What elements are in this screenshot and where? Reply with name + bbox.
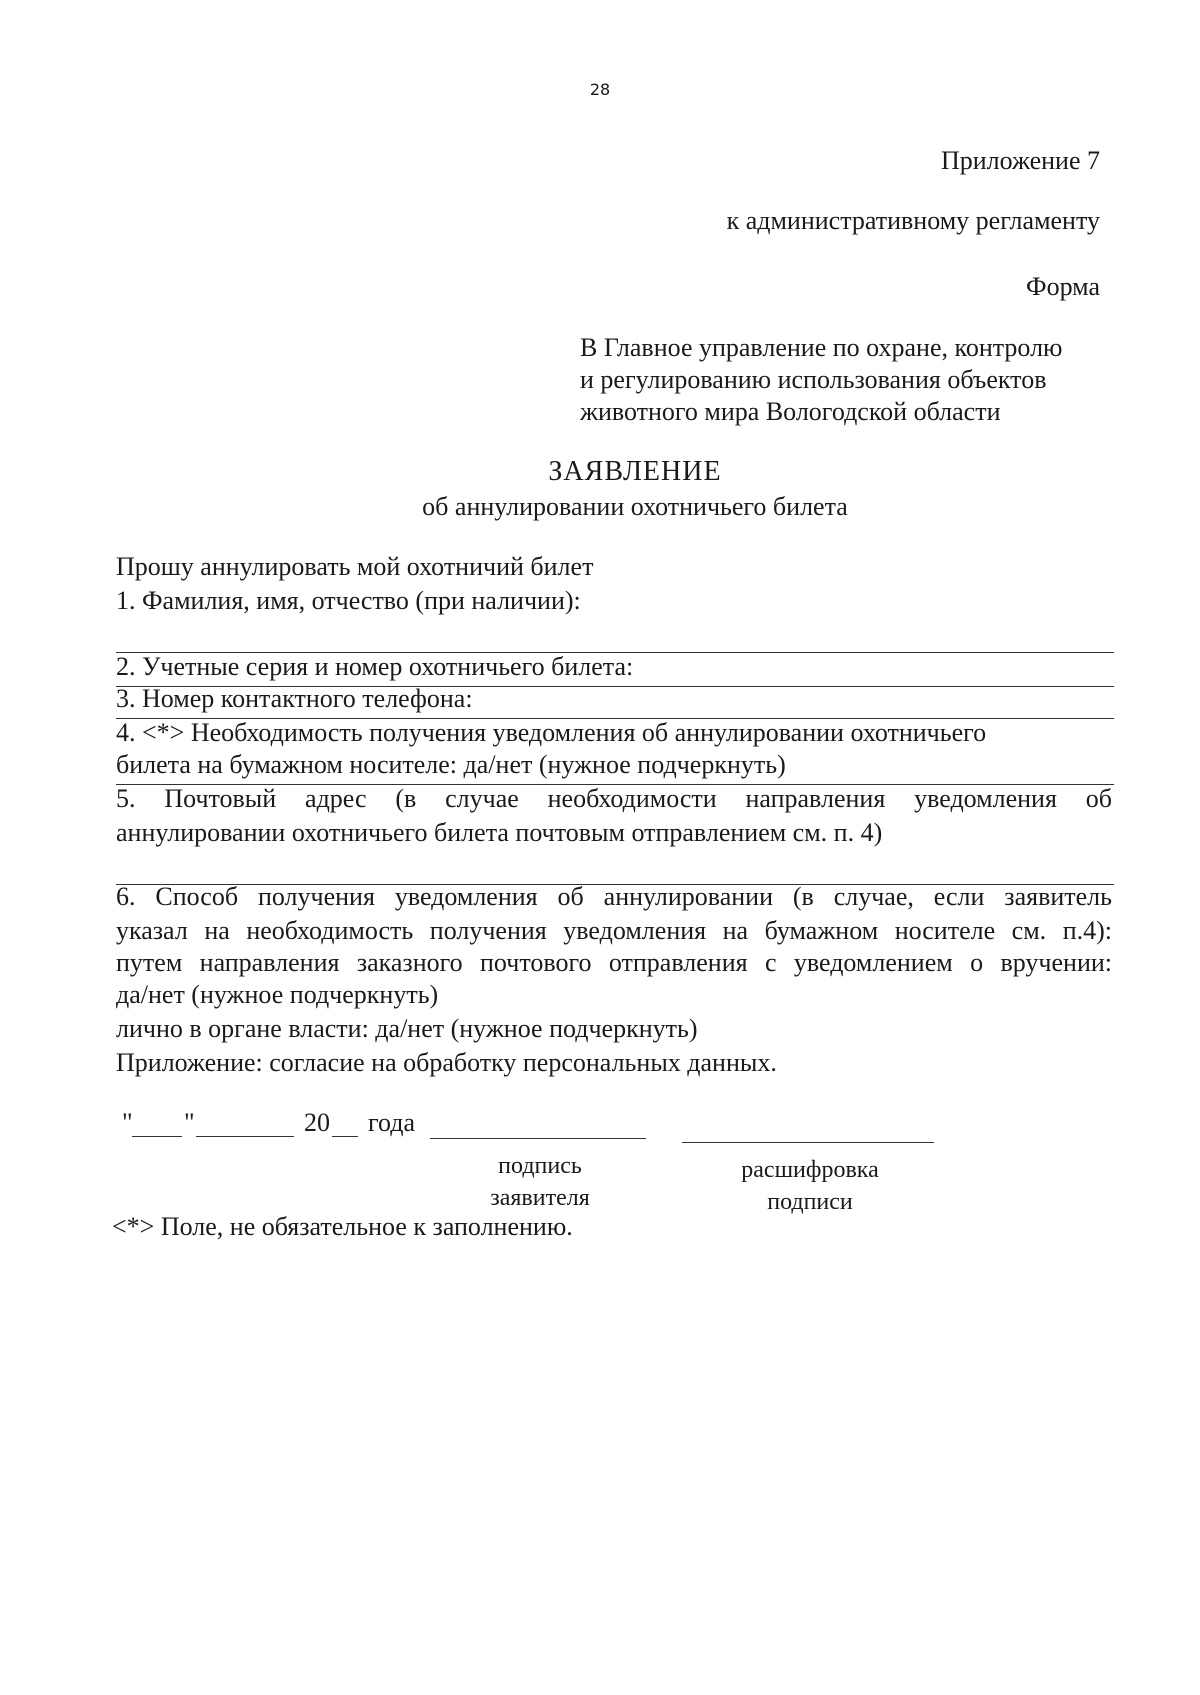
applicant-signature-line[interactable] [430,1138,646,1139]
date-close-quote: " [184,1108,195,1137]
field-postal-address-label-cont: аннулировании охотничьего билета почтовым отправлением см. п. 4) [116,818,883,847]
date-month-line[interactable] [196,1136,294,1137]
addressee-block [580,332,1062,428]
caption-line: заявителя [490,1185,590,1211]
addressee-line: животного мира Вологодской области [580,397,1001,426]
caption-line: расшифровка [741,1157,879,1183]
form-label: Форма [1026,272,1100,301]
date-day-line[interactable] [132,1136,182,1137]
date-year-prefix: 20 [304,1108,330,1137]
notice-method-text: указал на необходимость получения уведомления на бумажном носителе см. п.4): [116,916,1112,945]
signature-decoding-line[interactable] [682,1142,934,1143]
caption-line: подпись [498,1153,582,1179]
date-year-suffix: года [368,1108,416,1137]
field-paper-notice-label: 4. <*> Необходимость получения уведомления об аннулировании охотничьего [116,718,987,747]
applicant-signature-caption [450,1150,630,1214]
appendix-label: Приложение 7 [940,146,1100,175]
page-number: 28 [589,80,611,99]
field-full-name-label: 1. Фамилия, имя, отчество (при наличии): [116,586,581,615]
attachment-note: Приложение: согласие на обработку персональных данных. [116,1048,777,1077]
notice-method-option-mail: путем направления заказного почтового отправления с уведомлением о вручении: [116,948,1112,977]
notice-method-option-in-person: лично в органе власти: да/нет (нужное подчеркнуть) [116,1014,698,1043]
caption-line: подписи [767,1189,853,1215]
date-open-quote: " [122,1108,133,1137]
signature-decoding-caption [714,1154,906,1218]
regulation-reference: к административному регламенту [726,206,1100,235]
request-statement: Прошу аннулировать мой охотничий билет [116,552,594,581]
field-phone-label: 3. Номер контактного телефона: [116,684,473,713]
notice-method-text: 6. Способ получения уведомления об аннулировании (в случае, если заявитель [116,882,1112,911]
date-year-line[interactable] [332,1136,358,1137]
addressee-line: и регулированию использования объектов [580,365,1047,394]
document-title: ЗАЯВЛЕНИЕ [548,456,722,487]
field-paper-notice-label-cont: билета на бумажном носителе: да/нет (нужное подчеркнуть) [116,750,786,779]
field-ticket-number-label: 2. Учетные серия и номер охотничьего билета: [116,652,634,681]
notice-method-option-mail-choice: да/нет (нужное подчеркнуть) [116,980,439,1009]
footnote: <*> Поле, не обязательное к заполнению. [112,1212,573,1241]
document-subtitle: об аннулировании охотничьего билета [422,492,848,521]
field-postal-address-label: 5. Почтовый адрес (в случае необходимости направления уведомления об [116,784,1112,813]
addressee-line: В Главное управление по охране, контролю [580,333,1063,362]
